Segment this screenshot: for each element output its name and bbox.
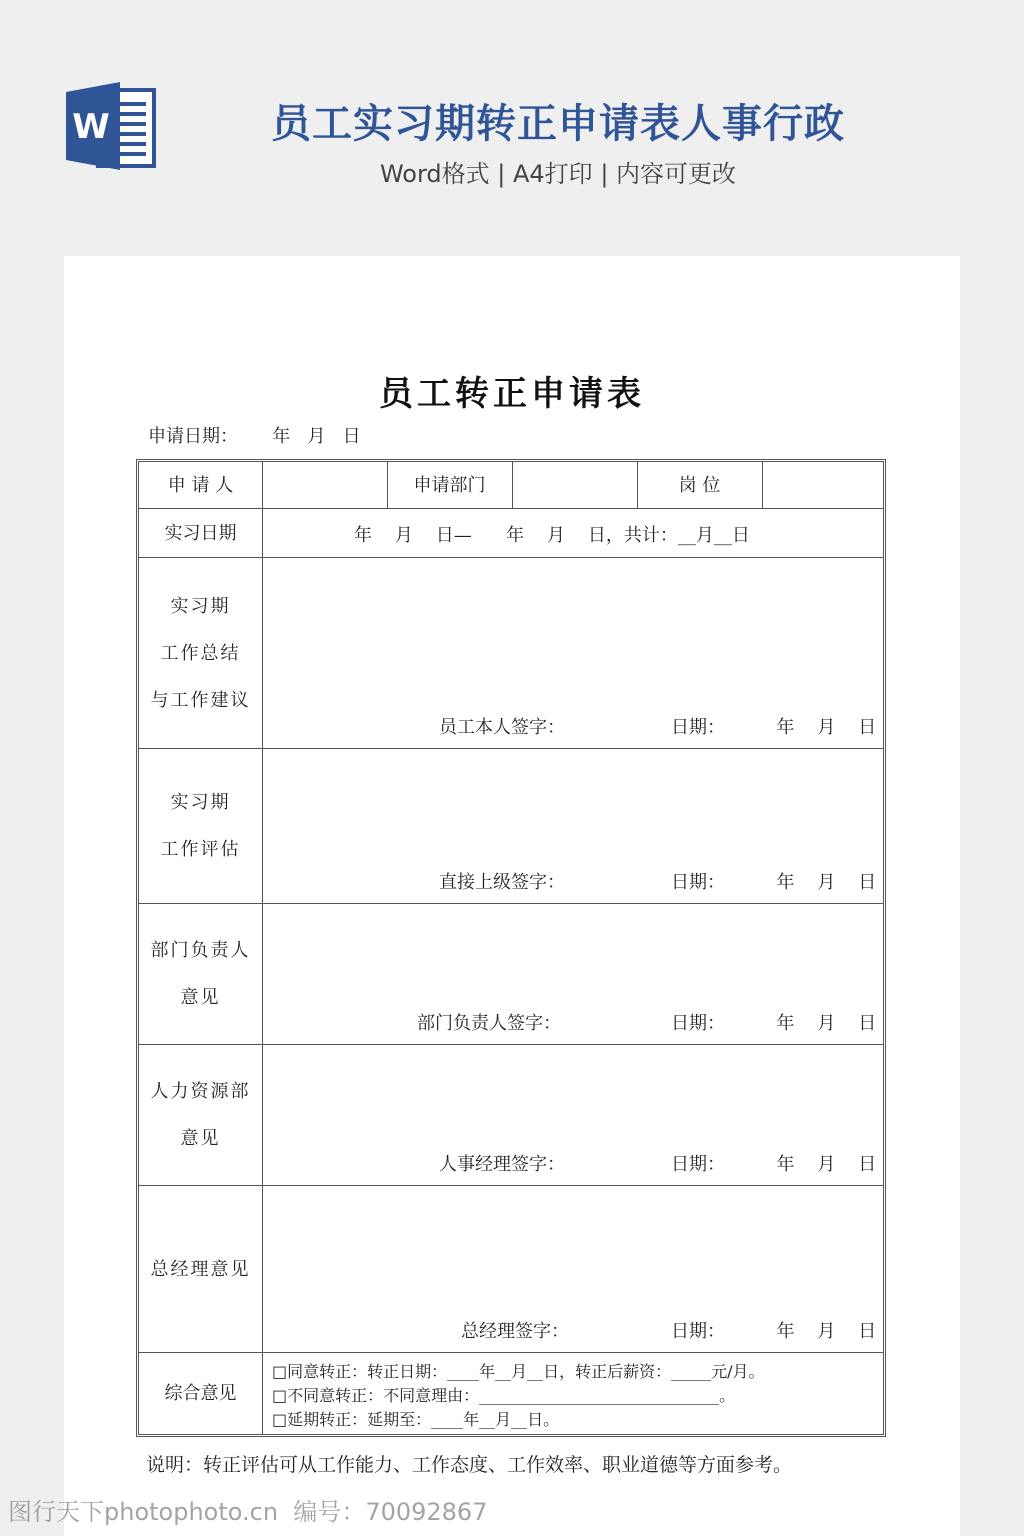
signature-date[interactable]: 日期： 年 月 日: [671, 872, 877, 893]
document-title: 员工转正申请表: [379, 374, 645, 414]
section-evaluation-label: [139, 749, 262, 903]
apply-date: 申请日期： 年 月 日: [148, 426, 361, 447]
section-dept-head-label: [139, 904, 262, 1044]
banner-subtitle: Word格式 | A4打印 | 内容可更改: [379, 160, 737, 188]
position-field[interactable]: [763, 462, 883, 508]
svg-text:W: W: [72, 107, 110, 147]
signature-date[interactable]: 日期： 年 月 日: [671, 1154, 877, 1175]
position-label: 岗 位: [678, 474, 721, 496]
department-field[interactable]: [513, 462, 637, 508]
document-page: [64, 256, 960, 1536]
label-line: 部门负责人: [150, 940, 251, 961]
dept-head-signature[interactable]: 部门负责人签字：: [417, 1013, 561, 1034]
label-line: 工作评估: [160, 839, 241, 860]
label-line: 实习期: [170, 792, 231, 813]
employee-signature[interactable]: 员工本人签字：: [439, 717, 565, 738]
section-hr-label: [139, 1045, 262, 1185]
label-line: 总经理意见: [150, 1258, 251, 1280]
summary-label: 综合意见: [164, 1383, 237, 1404]
department-label: 申请部门: [413, 474, 486, 496]
label-line: 实习期: [170, 595, 231, 617]
option-extend[interactable]: □延期转正：延期至：____年__月__日。: [272, 1410, 560, 1429]
label-line: 与工作建议: [150, 689, 251, 711]
application-form: [136, 459, 886, 1437]
internship-date-label: 实习日期: [164, 522, 237, 544]
option-approve[interactable]: □同意转正：转正日期：____年__月__日，转正后薪资：_____元/月。: [272, 1362, 765, 1381]
label-line: 工作总结: [160, 642, 241, 664]
signature-date[interactable]: 日期： 年 月 日: [671, 1013, 877, 1034]
column-divider: [262, 462, 263, 1434]
watermark: 图行天下photophoto.cn 编号：70092867: [8, 1498, 488, 1526]
label-line: 意见: [180, 987, 221, 1008]
applicant-label: 申 请 人: [167, 474, 234, 496]
supervisor-signature[interactable]: 直接上级签字：: [439, 872, 565, 893]
applicant-field[interactable]: [263, 462, 387, 508]
label-line: 人力资源部: [150, 1081, 251, 1102]
hr-manager-signature[interactable]: 人事经理签字：: [439, 1154, 565, 1175]
word-icon: [64, 82, 156, 170]
gm-signature[interactable]: 总经理签字：: [461, 1321, 569, 1342]
signature-date[interactable]: 日期： 年 月 日: [671, 1321, 877, 1342]
note-text: 说明：转正评估可从工作能力、工作态度、工作效率、职业道德等方面参考。: [146, 1454, 793, 1476]
signature-date[interactable]: 日期： 年 月 日: [671, 717, 877, 738]
banner-title: 员工实习期转正申请表人事行政: [271, 101, 845, 147]
section-summary-label: [139, 558, 262, 748]
option-reject[interactable]: □不同意转正：不同意理由：______________________________。: [272, 1386, 736, 1405]
section-gm-label: [139, 1186, 262, 1352]
label-line: 意见: [180, 1128, 221, 1149]
internship-date-value[interactable]: 年 月 日— 年 月 日，共计：__月__日: [354, 525, 750, 546]
